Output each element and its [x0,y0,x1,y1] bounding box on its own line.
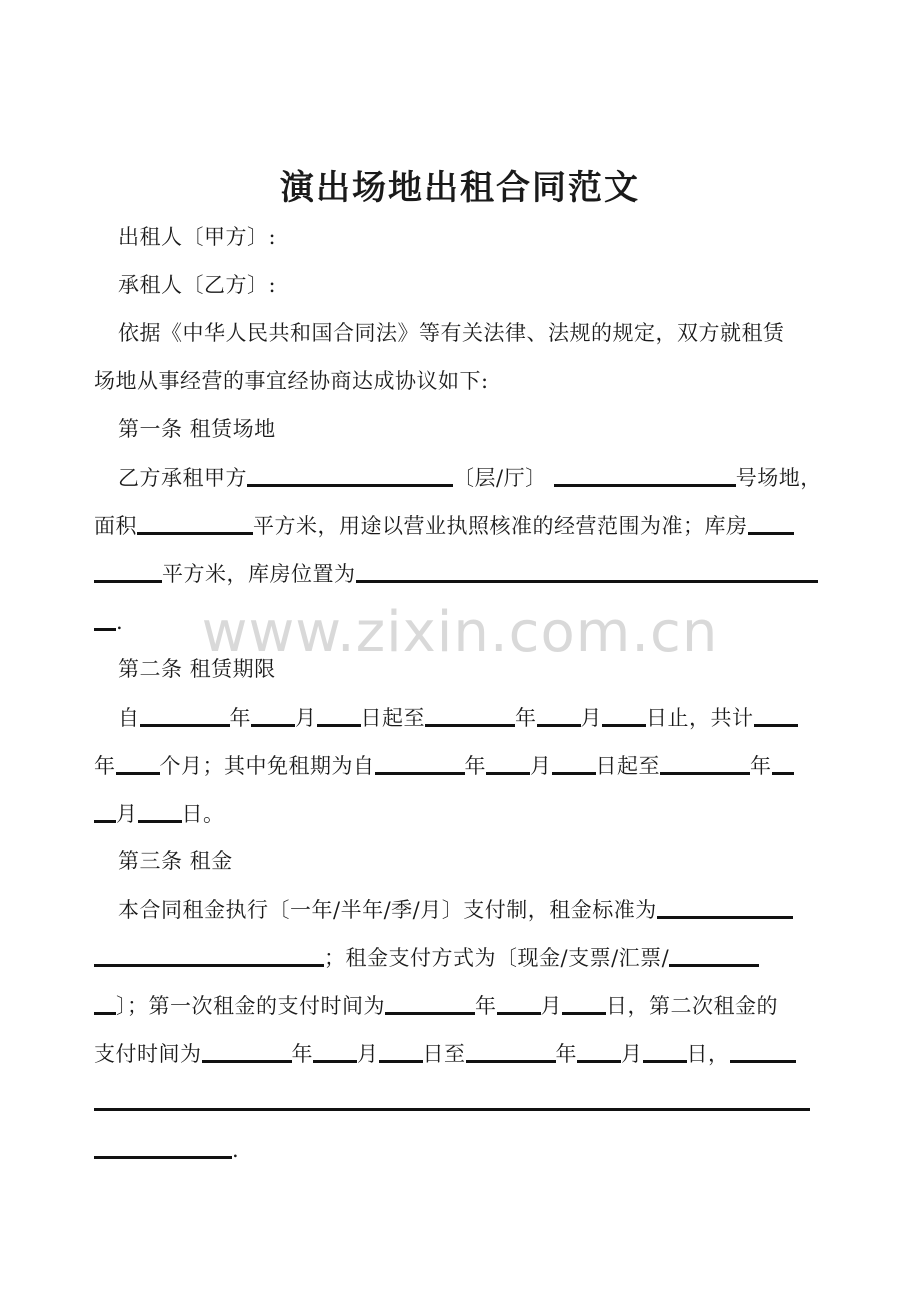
article-1-title: 第一条 租赁场地 [118,417,276,441]
blank-field [748,510,794,535]
text-segment: 日止，共计 [646,706,754,730]
blank-field [94,606,116,631]
blank-field [94,942,324,967]
article-2-line-1 [118,702,863,733]
blank-field [375,750,465,775]
text-segment: 日，第二次租金的 [606,994,778,1018]
blank-field [602,702,646,727]
blank-field [94,798,116,823]
text-segment: 支付时间为 [94,1042,202,1066]
blank-field [497,990,541,1015]
text-segment: 日至 [422,1042,466,1066]
blank-field [730,1038,796,1063]
blank-field [643,1038,687,1063]
text-segment: . [116,610,124,634]
basis-line-2: 场地从事经营的事宜经协商达成协议如下: [94,369,489,393]
blank-field [772,750,794,775]
text-segment: 年 [515,706,537,730]
blank-field [317,702,361,727]
text-segment: 日。 [181,802,225,826]
blank-field [116,750,160,775]
article-1-line-4 [94,606,839,637]
article-1-line-3 [94,558,839,589]
blank-field [202,1038,292,1063]
blank-field [313,1038,357,1063]
blank-field [657,894,793,919]
blank-field [94,1134,232,1159]
text-segment: 年 [555,1042,577,1066]
article-2-title: 第二条 租赁期限 [118,657,276,681]
blank-field [466,1038,556,1063]
text-segment: 月 [357,1042,379,1066]
text-segment: 本合同租金执行〔一年/半年/季/月〕支付制，租金标准为 [118,898,657,922]
text-segment: 年 [291,1042,313,1066]
blank-field [562,990,606,1015]
blank-field [486,750,530,775]
text-segment: 个月；其中免租期为自 [159,754,375,778]
text-segment: 月 [295,706,317,730]
blank-field [356,558,818,583]
blank-field [754,702,798,727]
text-segment: 月 [621,1042,643,1066]
blank-field [137,510,253,535]
document-title: 演出场地出租合同范文 [280,168,640,208]
text-segment: 〔层/厅〕 [453,466,547,490]
blank-field [379,1038,423,1063]
blank-field [425,702,515,727]
text-segment: 〕；第一次租金的支付时间为 [116,994,385,1018]
text-segment: ；租金支付方式为〔现金/支票/汇票/ [324,946,670,970]
text-segment: 月 [540,994,562,1018]
lessor-line: 出租人〔甲方〕: [118,225,277,249]
text-segment: 年 [94,754,116,778]
blank-field [577,1038,621,1063]
article-3-line-4 [94,1038,839,1069]
blank-field [554,462,736,487]
text-segment: 年 [475,994,497,1018]
article-3-line-5 [94,1086,839,1117]
text-segment: 号场地， [735,466,822,490]
blank-field [660,750,750,775]
article-3-line-3 [94,990,839,1021]
text-segment: 乙方承租甲方 [118,466,247,490]
text-segment: 月 [580,706,602,730]
article-2-line-3 [94,798,839,829]
blank-field [247,462,453,487]
blank-field [537,702,581,727]
article-3-line-1 [118,894,863,925]
blank-field [94,990,116,1015]
blank-field [669,942,759,967]
article-1-line-1 [118,462,838,493]
blank-field [552,750,596,775]
text-segment: 平方米，用途以营业执照核准的经营范围为准；库房 [253,514,748,538]
text-segment: 自 [118,706,140,730]
text-segment: 月 [116,802,138,826]
blank-field [138,798,182,823]
text-segment: 日起至 [360,706,425,730]
text-segment: 日， [686,1042,730,1066]
blank-field [140,702,230,727]
blank-field [94,1086,810,1111]
blank-field [94,558,162,583]
text-segment: 平方米，库房位置为 [162,562,356,586]
article-3-title: 第三条 租金 [118,849,233,873]
watermark: www.zixin.com.cn [201,600,719,665]
text-segment: 年 [229,706,251,730]
text-segment: . [232,1138,240,1162]
text-segment: 月 [530,754,552,778]
text-segment: 面积 [94,514,137,538]
blank-field [251,702,295,727]
article-3-line-6 [94,1134,839,1165]
blank-field [385,990,475,1015]
article-3-line-2 [94,942,839,973]
text-segment: 日起至 [595,754,660,778]
lessee-line: 承租人〔乙方〕: [118,273,277,297]
basis-line-1: 依据《中华人民共和国合同法》等有关法律、法规的规定，双方就租赁 [118,321,785,345]
article-1-line-2 [94,510,839,541]
text-segment: 年 [464,754,486,778]
article-2-line-2 [94,750,839,781]
text-segment: 年 [750,754,772,778]
